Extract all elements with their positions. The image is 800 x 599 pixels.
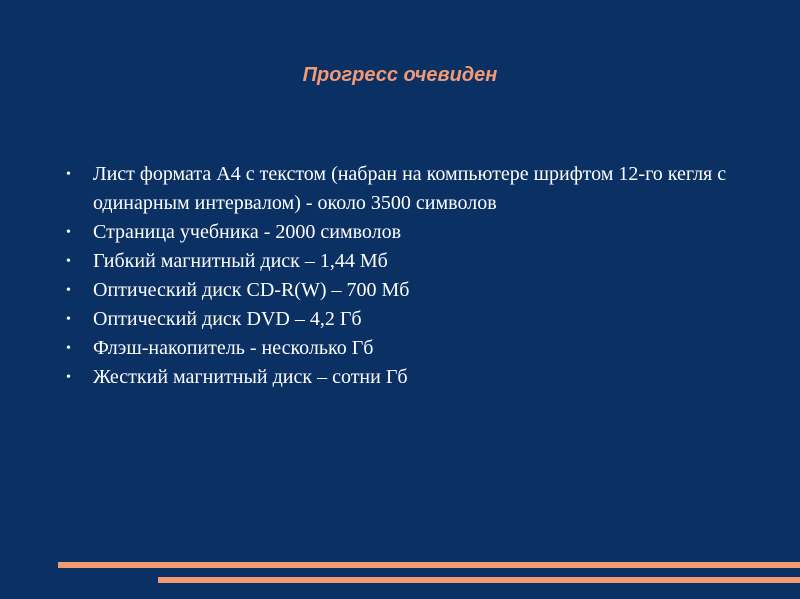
bullet-dot-icon: • [66, 254, 71, 269]
list-item [62, 160, 762, 218]
list-item [62, 276, 762, 305]
bullet-dot-icon: • [66, 225, 71, 240]
list-item [62, 334, 762, 363]
list-item-text: Гибкий магнитный диск – 1,44 Мб [93, 250, 388, 272]
bullet-dot-icon: • [66, 167, 71, 182]
list-item-text: Жесткий магнитный диск – сотни Гб [93, 366, 408, 388]
slide-title: Прогресс очевиден [302, 64, 498, 86]
list-item [62, 363, 762, 392]
bullet-dot-icon: • [66, 341, 71, 356]
list-item-text: Страница учебника - 2000 символов [93, 221, 402, 243]
bullet-dot-icon: • [66, 370, 71, 385]
decorative-bar-top [58, 562, 800, 568]
bullet-dot-icon: • [66, 283, 71, 298]
decorative-bar-bottom [158, 577, 800, 583]
bullet-dot-icon: • [66, 312, 71, 327]
list-item-text: Оптический диск CD-R(W) – 700 Мб [93, 279, 410, 301]
list-item-text: Флэш-накопитель - несколько Гб [93, 337, 374, 359]
list-item [62, 218, 762, 247]
list-item [62, 305, 762, 334]
list-item [62, 247, 762, 276]
list-item-text: Лист формата А4 с текстом (набран на компьютере шрифтом 12-го кегля с одинарным интервалом) - около 3500 символов [93, 163, 727, 214]
bullet-list [62, 160, 762, 392]
list-item-text: Оптический диск DVD – 4,2 Гб [93, 308, 362, 330]
